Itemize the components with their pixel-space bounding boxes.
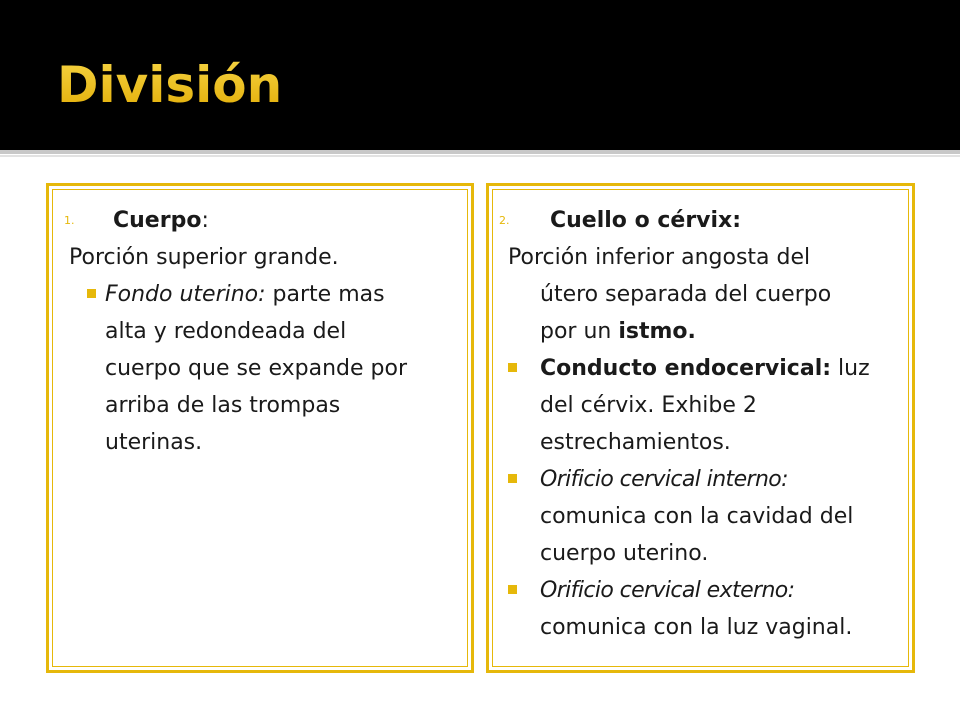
right-bullet-item (489, 461, 912, 572)
left-bullet-line: alta y redondeada del (105, 319, 347, 344)
right-bullet-line: del cérvix. Exhibe 2 (540, 393, 757, 418)
left-bullet-line: cuerpo que se expande por (105, 356, 407, 381)
right-bullet-italic: Orificio cervical externo: (540, 578, 795, 603)
left-heading: Cuerpo (113, 208, 202, 233)
separator-line-light (0, 155, 960, 157)
separator-line (0, 150, 960, 154)
right-bullet-item (489, 350, 912, 461)
right-heading-row (489, 202, 912, 239)
left-panel (46, 183, 474, 673)
left-bullet-line: arriba de las trompas (105, 393, 341, 418)
left-heading-suffix: : (201, 208, 209, 233)
right-bullet-line: comunica con la cavidad del (540, 504, 854, 529)
left-bullet-line: parte mas (265, 282, 385, 307)
right-intro-bold: istmo. (618, 319, 696, 344)
right-heading: Cuello o cérvix: (550, 208, 742, 233)
right-bullet-italic: Orificio cervical interno: (540, 467, 788, 492)
right-intro-line: Porción inferior angosta del (508, 245, 811, 270)
right-intro-line: útero separada del cuerpo (540, 282, 832, 307)
right-bullet-line: luz (831, 356, 870, 381)
left-intro: Porción superior grande. (69, 245, 339, 270)
title-bar (0, 0, 960, 150)
right-bullet-item (489, 572, 912, 646)
right-panel (486, 183, 915, 673)
slide-title: División (57, 50, 282, 120)
right-bullet-bold: Conducto endocervical: (540, 356, 832, 381)
right-bullet-line: cuerpo uterino. (540, 541, 709, 566)
list-number: 2. (499, 214, 510, 227)
list-number: 1. (64, 214, 75, 227)
left-heading-row (49, 202, 471, 239)
right-bullet-line: estrechamientos. (540, 430, 731, 455)
left-bullet-item (49, 276, 471, 461)
right-bullet-line: comunica con la luz vaginal. (540, 615, 853, 640)
left-bullet-italic: Fondo uterino: (105, 282, 266, 307)
right-intro-line: por un (540, 319, 619, 344)
left-bullet-line: uterinas. (105, 430, 203, 455)
